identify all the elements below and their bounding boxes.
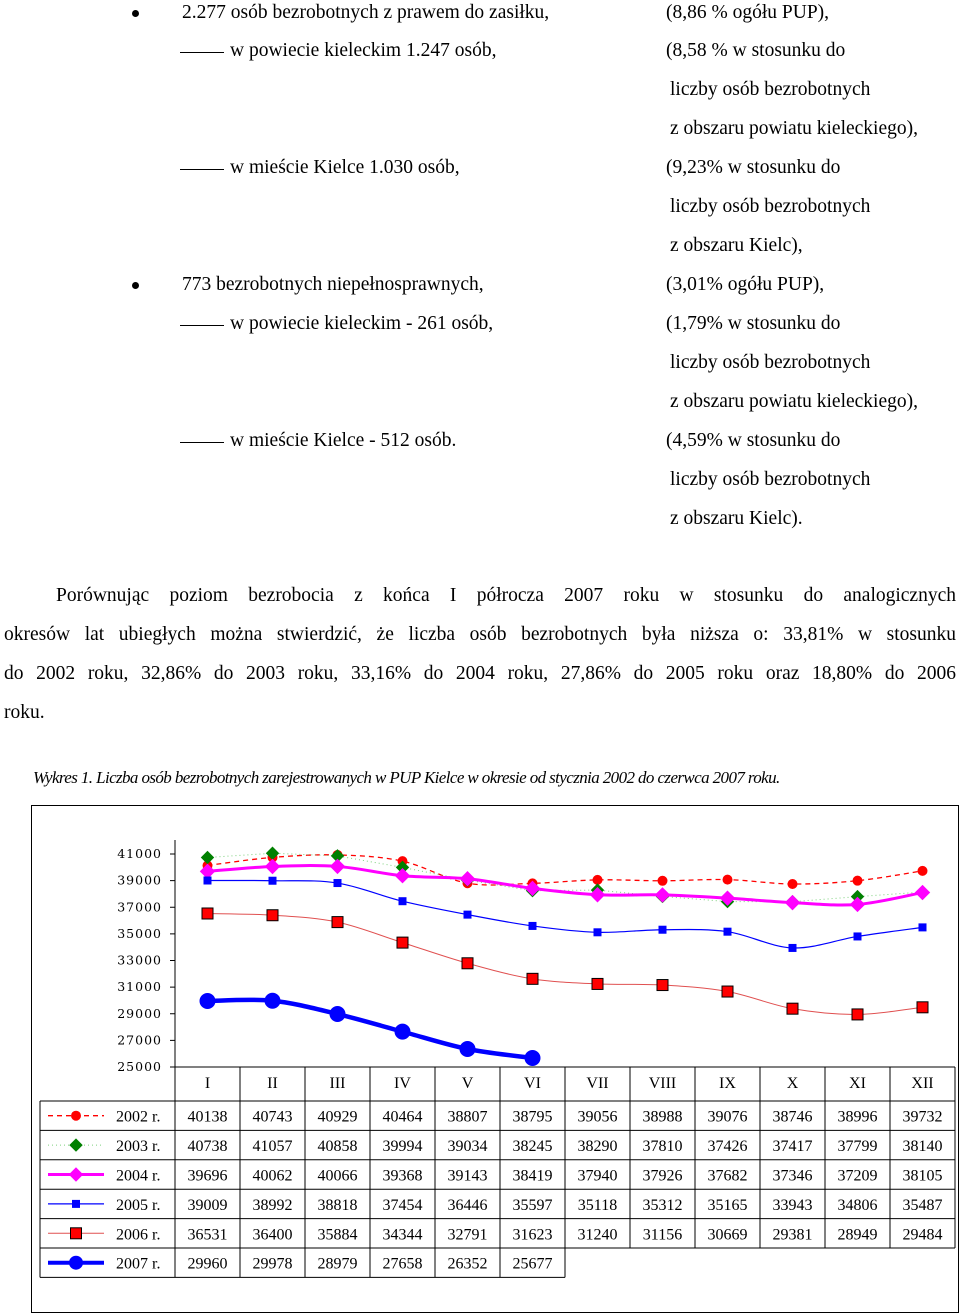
data-point-s0-8 [723, 875, 732, 884]
table-cell: 28949 [837, 1226, 878, 1244]
paragraph-line-4: roku. [4, 702, 45, 723]
data-point-s4-5 [527, 973, 538, 984]
list-item-1-left: 2.277 osób bezrobotnych z prawem do zasiłku, [182, 2, 550, 23]
table-cell: 38988 [642, 1108, 683, 1126]
legend-marker-1 [70, 1139, 82, 1151]
table-cell: 38996 [837, 1108, 878, 1126]
data-point-s3-0 [204, 877, 211, 884]
x-tick-label: VI [524, 1075, 541, 1092]
x-tick-label: II [267, 1075, 278, 1092]
table-cell: 28979 [317, 1255, 358, 1273]
table-cell: 39994 [382, 1138, 423, 1156]
data-point-s5-2 [330, 1007, 345, 1022]
table-cell: 37682 [707, 1167, 748, 1185]
table-cell: 37810 [642, 1138, 683, 1156]
legend-marker-4 [71, 1228, 82, 1239]
x-tick-label: V [461, 1075, 474, 1092]
x-tick-label: XII [911, 1075, 934, 1092]
x-tick-label: III [329, 1075, 346, 1092]
data-point-s2-1 [266, 859, 280, 873]
table-cell: 38245 [512, 1138, 553, 1156]
table-cell: 37417 [772, 1138, 813, 1156]
x-tick-label: IV [394, 1075, 411, 1092]
data-point-s3-2 [334, 880, 341, 887]
list-sub-1-right-3: z obszaru powiatu kieleckiego), [670, 118, 918, 139]
data-point-s0-10 [853, 876, 862, 885]
table-cell: 41057 [252, 1138, 293, 1156]
table-cell: 37926 [642, 1167, 683, 1185]
legend-label-1: 2003 r. [116, 1138, 161, 1156]
legend-label-5: 2007 r. [116, 1255, 161, 1273]
legend-label-4: 2006 r. [116, 1226, 161, 1244]
data-point-s2-11 [916, 886, 930, 900]
legend-marker-5 [70, 1256, 83, 1269]
series-line-5 [208, 1000, 533, 1058]
table-cell: 29381 [772, 1226, 813, 1244]
list-sub-3-right-2: liczby osób bezrobotnych [670, 352, 871, 373]
table-cell: 34806 [837, 1196, 878, 1214]
table-cell: 39034 [447, 1138, 488, 1156]
table-cell: 33943 [772, 1196, 813, 1214]
table-cell: 35884 [317, 1226, 358, 1244]
data-point-s0-7 [658, 876, 667, 885]
table-cell: 25677 [512, 1255, 553, 1273]
list-sub-4-left: w mieście Kielce - 512 osób. [230, 430, 457, 451]
data-point-s4-8 [722, 986, 733, 997]
data-point-s0-6 [593, 875, 602, 884]
y-tick-label: 35000 [117, 925, 162, 941]
table-cell: 40062 [252, 1167, 293, 1185]
table-cell: 38807 [447, 1108, 488, 1126]
x-tick-label: VIII [648, 1075, 677, 1092]
table-cell: 40066 [317, 1167, 358, 1185]
data-point-s3-3 [399, 898, 406, 905]
data-point-s3-9 [789, 944, 796, 951]
table-cell: 39009 [187, 1196, 228, 1214]
table-cell: 40929 [317, 1108, 358, 1126]
data-point-s3-5 [529, 922, 536, 929]
table-cell: 40743 [252, 1108, 293, 1126]
y-tick-label: 29000 [117, 1005, 162, 1021]
y-tick-label: 39000 [117, 872, 162, 888]
data-point-s3-10 [854, 933, 861, 940]
table-cell: 38818 [317, 1196, 358, 1214]
table-cell: 35165 [707, 1196, 748, 1214]
data-point-s5-5 [525, 1050, 540, 1065]
list-sub-3-right: (1,79% w stosunku do [666, 313, 841, 334]
table-cell: 35487 [902, 1196, 943, 1214]
y-tick-label: 31000 [117, 979, 162, 995]
data-point-s2-7 [656, 888, 670, 902]
y-tick-label: 33000 [117, 952, 162, 968]
y-tick-label: 25000 [117, 1059, 162, 1074]
data-point-s3-8 [724, 928, 731, 935]
table-cell: 38795 [512, 1108, 553, 1126]
table-cell: 39076 [707, 1108, 748, 1126]
table-cell: 37346 [772, 1167, 813, 1185]
legend-marker-3 [73, 1200, 80, 1207]
data-point-s3-6 [594, 929, 601, 936]
data-point-s4-4 [462, 958, 473, 969]
list-sub-1-right-2: liczby osób bezrobotnych [670, 79, 871, 100]
table-cell: 26352 [447, 1255, 488, 1273]
data-point-s3-11 [919, 924, 926, 931]
data-point-s4-0 [202, 908, 213, 919]
list-item-2-left: 773 bezrobotnych niepełnosprawnych, [182, 274, 484, 295]
data-point-s4-10 [852, 1009, 863, 1020]
table-cell: 38290 [577, 1138, 618, 1156]
data-point-s3-4 [464, 911, 471, 918]
data-point-s2-2 [331, 859, 345, 873]
list-sub-3-left: w powiecie kieleckim - 261 osób, [230, 313, 494, 334]
data-point-s4-1 [267, 910, 278, 921]
table-cell: 32791 [447, 1226, 488, 1244]
x-tick-label: XI [849, 1075, 866, 1092]
legend-label-0: 2002 r. [116, 1108, 161, 1126]
list-item-2-right: (3,01% ogółu PUP), [666, 274, 825, 295]
series-line-1 [208, 853, 923, 901]
table-cell: 29960 [187, 1255, 228, 1273]
table-cell: 37209 [837, 1167, 878, 1185]
data-point-s4-7 [657, 980, 668, 991]
paragraph-line-3: do 2002 roku, 32,86% do 2003 roku, 33,16% do 2004 roku, 27,86% do 2005 roku oraz 18,80% do 2006 [4, 663, 956, 684]
list-sub-1-right: (8,58 % w stosunku do [666, 40, 846, 61]
series-line-0 [208, 855, 923, 885]
legend-label-2: 2004 r. [116, 1167, 161, 1185]
table-cell: 37426 [707, 1138, 748, 1156]
table-cell: 30669 [707, 1226, 748, 1244]
table-cell: 39368 [382, 1167, 423, 1185]
x-tick-label: VII [586, 1075, 609, 1092]
table-cell: 27658 [382, 1255, 423, 1273]
table-cell: 38992 [252, 1196, 293, 1214]
table-cell: 39143 [447, 1167, 488, 1185]
data-point-s1-0 [202, 851, 214, 863]
data-point-s2-10 [851, 897, 865, 911]
table-cell: 38105 [902, 1167, 943, 1185]
series-line-2 [208, 866, 923, 905]
series-line-4 [208, 913, 923, 1014]
legend-marker-2 [70, 1168, 83, 1181]
data-point-s5-1 [265, 993, 280, 1008]
list-sub-2-right-3: z obszaru Kielc), [670, 235, 803, 256]
list-sub-4-right-3: z obszaru Kielc). [670, 508, 803, 529]
data-point-s0-11 [918, 866, 927, 875]
table-cell: 34344 [382, 1226, 423, 1244]
paragraph-line-2: okresów lat ubiegłych można stwierdzić, że liczba osób bezrobotnych była niższa o: 33,81% w stosunku [4, 624, 956, 645]
table-cell: 40858 [317, 1138, 358, 1156]
data-point-s4-2 [332, 917, 343, 928]
x-tick-label: IX [719, 1075, 736, 1092]
table-cell: 38419 [512, 1167, 553, 1185]
table-cell: 38140 [902, 1138, 943, 1156]
table-cell: 40138 [187, 1108, 228, 1126]
paragraph-line-1: Porównując poziom bezrobocia z końca I półrocza 2007 roku w stosunku do analogicznych [56, 585, 956, 606]
list-sub-2-left: w mieście Kielce 1.030 osób, [230, 157, 460, 178]
list-sub-1-left: w powiecie kieleckim 1.247 osób, [230, 40, 497, 61]
table-cell: 37454 [382, 1196, 423, 1214]
table-cell: 37940 [577, 1167, 618, 1185]
table-cell: 31623 [512, 1226, 553, 1244]
list-sub-2-right-2: liczby osób bezrobotnych [670, 196, 871, 217]
data-point-s4-9 [787, 1003, 798, 1014]
data-point-s4-3 [397, 937, 408, 948]
legend-label-3: 2005 r. [116, 1196, 161, 1214]
list-sub-4-right-2: liczby osób bezrobotnych [670, 469, 871, 490]
list-sub-2-right: (9,23% w stosunku do [666, 157, 841, 178]
table-cell: 36531 [187, 1226, 228, 1244]
list-sub-4-right: (4,59% w stosunku do [666, 430, 841, 451]
table-cell: 35312 [642, 1196, 683, 1214]
table-cell: 31156 [642, 1226, 683, 1244]
data-point-s3-7 [659, 926, 666, 933]
data-point-s2-3 [396, 869, 410, 883]
y-tick-label: 27000 [117, 1032, 162, 1048]
x-tick-label: I [204, 1075, 211, 1092]
table-cell: 39056 [577, 1108, 618, 1126]
table-cell: 37799 [837, 1138, 878, 1156]
table-cell: 35597 [512, 1196, 553, 1214]
list-item-1-right: (8,86 % ogółu PUP), [666, 2, 830, 23]
table-cell: 36400 [252, 1226, 293, 1244]
table-cell: 39732 [902, 1108, 943, 1126]
table-cell: 40464 [382, 1108, 423, 1126]
y-tick-label: 37000 [117, 899, 162, 915]
y-tick-label: 41000 [117, 846, 162, 861]
data-point-s5-4 [460, 1042, 475, 1057]
data-point-s3-1 [269, 877, 276, 884]
table-cell: 29978 [252, 1255, 293, 1273]
list-sub-3-right-3: z obszaru powiatu kieleckiego), [670, 391, 918, 412]
data-point-s0-9 [788, 880, 797, 889]
data-point-s4-6 [592, 978, 603, 989]
table-cell: 31240 [577, 1226, 618, 1244]
data-point-s5-3 [395, 1024, 410, 1039]
legend-marker-0 [72, 1111, 81, 1120]
table-cell: 35118 [577, 1196, 618, 1214]
table-cell: 39696 [187, 1167, 228, 1185]
table-cell: 36446 [447, 1196, 488, 1214]
data-point-s5-0 [200, 993, 215, 1008]
data-point-s2-9 [786, 896, 800, 910]
table-cell: 40738 [187, 1138, 228, 1156]
table-cell: 38746 [772, 1108, 813, 1126]
data-point-s4-11 [917, 1002, 928, 1013]
x-tick-label: X [786, 1075, 799, 1092]
chart-caption: Wykres 1. Liczba osób bezrobotnych zarejestrowanych w PUP Kielce w okresie od stycznia 2002 do czerwca 2007 roku. [33, 768, 780, 787]
table-cell: 29484 [902, 1226, 943, 1244]
